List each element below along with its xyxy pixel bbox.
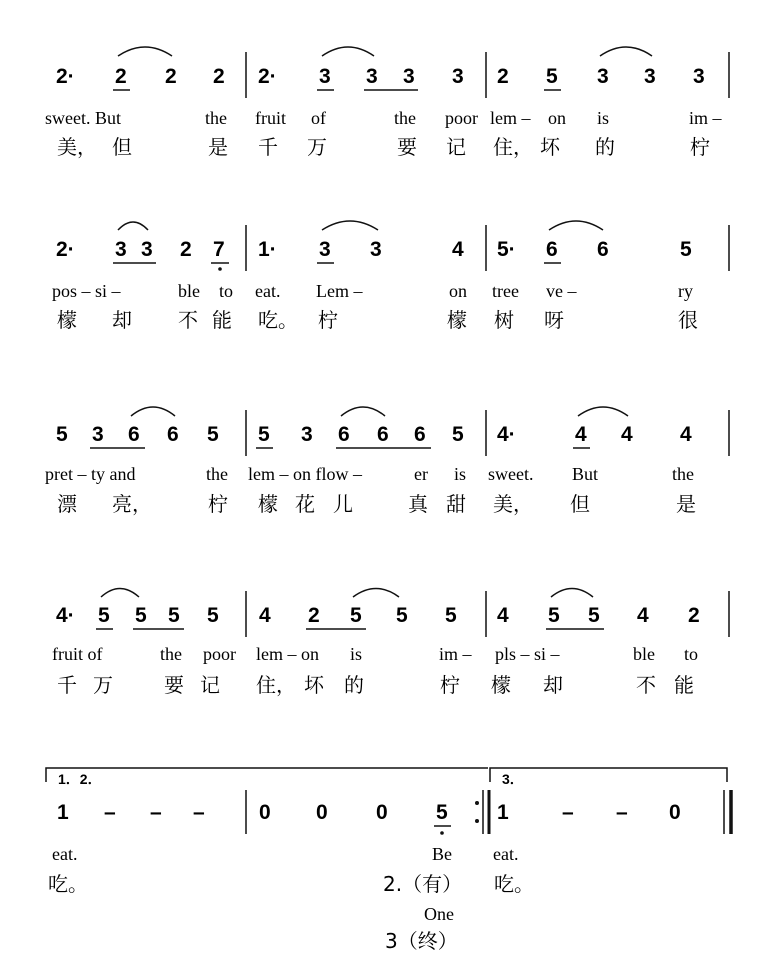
lyric-zh: 住，	[256, 673, 296, 697]
note: 3	[319, 65, 331, 88]
volta-label: 3．	[502, 771, 524, 787]
slur	[101, 589, 139, 598]
lyric-zh: 很	[678, 308, 698, 332]
lyric-zh: 要	[397, 135, 417, 159]
lyric-zh: 吃。	[48, 872, 88, 896]
note: –	[104, 801, 116, 824]
slur	[341, 407, 385, 416]
lyric-zh: 树	[494, 308, 514, 332]
note: 5	[56, 423, 68, 446]
note: 3	[644, 65, 656, 88]
lyric-zh: 呀	[544, 308, 564, 332]
note: 2·	[258, 65, 277, 88]
note: 1	[57, 801, 69, 824]
system-3	[45, 407, 729, 516]
lyric-zh: 柠	[318, 308, 338, 332]
note: 3	[301, 423, 313, 446]
slur	[353, 589, 399, 598]
note: 2·	[56, 65, 75, 88]
lyric-en: ble	[633, 644, 655, 664]
system-5	[46, 768, 731, 953]
lyric-zh: 但	[112, 135, 132, 159]
slur	[578, 407, 628, 416]
lyric-zh: 的	[344, 673, 364, 697]
note: 2	[165, 65, 177, 88]
lyric-en: tree	[492, 281, 519, 301]
lyric-zh: 是	[676, 492, 696, 516]
slur	[118, 47, 172, 56]
lyric-en: But	[572, 464, 599, 484]
lyric-en: the	[206, 464, 228, 484]
lyric-zh: 檬	[491, 673, 511, 697]
lyric-zh: 住，	[493, 135, 533, 159]
note: 6	[377, 423, 389, 446]
note: –	[150, 801, 162, 824]
lyric-zh: 吃。	[494, 872, 534, 896]
lyric-en: ve –	[546, 281, 577, 301]
lyric-zh: 儿	[333, 492, 353, 516]
lyric-en: Be	[432, 844, 452, 864]
system-4	[52, 589, 729, 698]
note: 4	[452, 238, 464, 261]
slur	[118, 222, 148, 230]
note: 5	[258, 423, 270, 446]
lyric-zh: 记	[446, 135, 466, 159]
lyric-zh: 美，	[493, 492, 533, 516]
octave-dot	[440, 831, 444, 835]
note: 1	[497, 801, 509, 824]
lyric-zh: 檬	[57, 308, 77, 332]
lyric-zh: 吃。	[258, 308, 298, 332]
note: 5	[588, 604, 600, 627]
note: 0	[669, 801, 681, 824]
lyric-zh: 3（终）	[385, 929, 458, 953]
lyric-en: the	[394, 108, 416, 128]
lyric-zh: 千	[258, 135, 278, 159]
slur	[322, 221, 378, 230]
lyric-zh: 坏	[540, 135, 560, 159]
lyric-zh: 却	[112, 308, 132, 332]
lyric-en: lem –	[490, 108, 531, 128]
note: 2	[308, 604, 320, 627]
lyric-zh: 但	[570, 492, 590, 516]
note: 3	[370, 238, 382, 261]
slur	[322, 47, 374, 56]
lyric-en: is	[350, 644, 363, 664]
lyric-en: on	[548, 108, 566, 128]
note: 5	[680, 238, 692, 261]
system-2	[52, 221, 729, 332]
lyric-en: sweet. But	[45, 108, 121, 128]
note: 4	[259, 604, 271, 627]
note: 2	[497, 65, 509, 88]
note: 4·	[497, 423, 516, 446]
note: 4	[680, 423, 692, 446]
note: 5	[546, 65, 558, 88]
lyric-zh: 却	[543, 673, 563, 697]
slur	[549, 221, 603, 230]
note: 5	[207, 423, 219, 446]
lyric-en: poor	[203, 644, 236, 664]
lyric-en: lem – on flow –	[248, 464, 362, 484]
lyric-en: the	[160, 644, 182, 664]
lyric-zh: 千	[57, 673, 77, 697]
lyric-zh: 真	[408, 492, 428, 516]
note: 5	[445, 604, 457, 627]
note: 5	[350, 604, 362, 627]
note: 3	[452, 65, 464, 88]
note: 3	[92, 423, 104, 446]
lyric-en: lem – on	[256, 644, 319, 664]
lyric-en: im –	[689, 108, 722, 128]
lyric-en: fruit of	[52, 644, 103, 664]
lyric-en: the	[672, 464, 694, 484]
lyric-zh: 柠	[208, 492, 228, 516]
note: 5	[452, 423, 464, 446]
lyric-zh: 亮，	[112, 492, 152, 516]
lyric-zh: 漂	[57, 492, 77, 516]
repeat-dot	[475, 801, 479, 805]
note: 0	[259, 801, 271, 824]
note: 4	[621, 423, 633, 446]
lyric-en: eat.	[255, 281, 281, 301]
note: 0	[316, 801, 328, 824]
note: 5	[168, 604, 180, 627]
note: 5	[135, 604, 147, 627]
octave-dot	[218, 267, 222, 271]
lyric-en: pos – si –	[52, 281, 121, 301]
lyric-zh: 的	[595, 135, 615, 159]
lyric-en: poor	[445, 108, 478, 128]
repeat-dot	[475, 819, 479, 823]
lyric-en: pret – ty and	[45, 464, 136, 484]
lyric-zh: 记	[200, 673, 220, 697]
note: 2	[180, 238, 192, 261]
note: 6	[338, 423, 350, 446]
note: 7	[213, 238, 225, 261]
slur	[600, 47, 652, 56]
lyric-zh: 柠	[690, 135, 710, 159]
note: 0	[376, 801, 388, 824]
note: 5·	[497, 238, 516, 261]
note: –	[193, 801, 205, 824]
lyric-zh: 不	[178, 308, 198, 332]
volta-bracket-1-2	[46, 768, 488, 782]
note: 4	[497, 604, 509, 627]
lyric-zh: 万	[93, 673, 113, 697]
lyric-en: to	[684, 644, 699, 664]
note: 3	[115, 238, 127, 261]
lyric-zh: 是	[208, 135, 228, 159]
note: 6	[414, 423, 426, 446]
note: 5	[207, 604, 219, 627]
lyric-en: to	[219, 281, 234, 301]
lyric-zh: 2.（有）	[383, 872, 463, 896]
lyric-en: ry	[678, 281, 693, 301]
lyric-en: is	[454, 464, 467, 484]
note: 3	[403, 65, 415, 88]
lyric-en: the	[205, 108, 227, 128]
lyric-en: pls – si –	[495, 644, 560, 664]
lyric-en: fruit	[255, 108, 286, 128]
lyric-zh: 柠	[440, 673, 460, 697]
lyric-zh: 能	[674, 673, 694, 697]
note: 3	[366, 65, 378, 88]
note: 2	[115, 65, 127, 88]
note: 2·	[56, 238, 75, 261]
lyric-zh: 万	[307, 135, 327, 159]
note: 5	[396, 604, 408, 627]
system-1	[45, 47, 729, 159]
note: 6	[167, 423, 179, 446]
lyric-en: is	[597, 108, 610, 128]
volta-bracket-3	[490, 768, 727, 782]
note: –	[616, 801, 628, 824]
lyric-en: on	[449, 281, 467, 301]
note: 1·	[258, 238, 277, 261]
slur	[551, 589, 593, 598]
note: 3	[141, 238, 153, 261]
lyric-zh: 不	[636, 673, 656, 697]
note: –	[562, 801, 574, 824]
lyric-en: er	[414, 464, 428, 484]
slur	[131, 407, 175, 416]
lyric-zh: 甜	[446, 492, 466, 516]
lyric-en: sweet.	[488, 464, 534, 484]
lyric-en: eat.	[493, 844, 519, 864]
note: 4	[637, 604, 649, 627]
lyric-zh: 美，	[57, 135, 97, 159]
note: 3	[597, 65, 609, 88]
note: 3	[319, 238, 331, 261]
note: 4	[575, 423, 587, 446]
note: 2	[688, 604, 700, 627]
note: 5	[436, 801, 448, 824]
lyric-zh: 能	[212, 308, 232, 332]
note: 6	[128, 423, 140, 446]
lyric-en: eat.	[52, 844, 78, 864]
note: 6	[597, 238, 609, 261]
note: 3	[693, 65, 705, 88]
note: 6	[546, 238, 558, 261]
note: 2	[213, 65, 225, 88]
lyric-en: im –	[439, 644, 472, 664]
lyric-zh: 花	[295, 492, 315, 516]
lyric-zh: 要	[164, 673, 184, 697]
lyric-en: of	[311, 108, 326, 128]
lyric-en: One	[424, 904, 454, 924]
lyric-en: ble	[178, 281, 200, 301]
note: 5	[98, 604, 110, 627]
note: 4·	[56, 604, 75, 627]
lyric-zh: 檬	[447, 308, 467, 332]
volta-label: 1．2．	[58, 771, 102, 787]
lyric-zh: 坏	[304, 673, 324, 697]
lyric-zh: 檬	[258, 492, 278, 516]
note: 5	[548, 604, 560, 627]
lyric-en: Lem –	[316, 281, 363, 301]
